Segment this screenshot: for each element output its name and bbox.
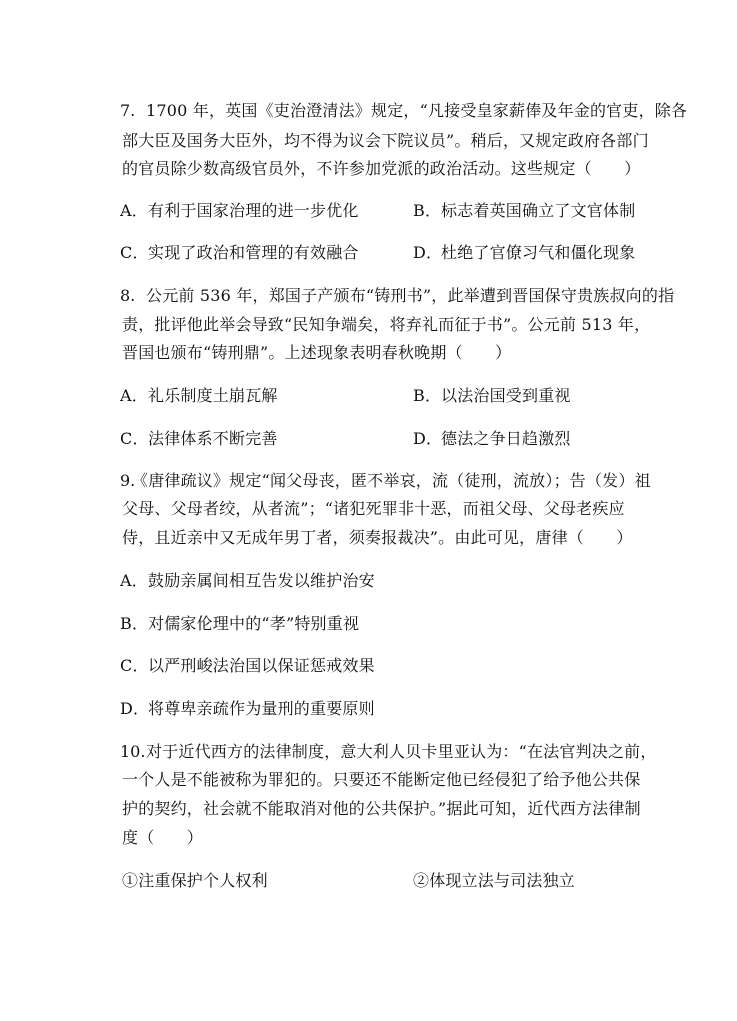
option-text: 礼乐制度土崩瓦解	[148, 386, 278, 405]
question-number: 8.	[120, 286, 136, 305]
question-text-line: 《唐律疏议》规定“闻父母丧，匿不举哀，流（徒刑，流放）；告（发）祖	[132, 471, 651, 490]
option-text: 标志着英国确立了文官体制	[441, 201, 636, 220]
option-a[interactable]	[120, 200, 359, 222]
question-text-line: 的官员除少数高级官员外，不许参加党派的政治活动。这些规定（ ）	[122, 159, 641, 178]
option-c[interactable]	[120, 655, 375, 677]
option-text: 以严刑峻法治国以保证惩戒效果	[148, 656, 375, 675]
option-text: 有利于国家治理的进一步优化	[148, 201, 359, 220]
option-a[interactable]	[120, 385, 278, 407]
option-letter: B．	[413, 386, 442, 405]
option-c[interactable]	[120, 242, 359, 264]
question-number: 9.	[120, 471, 136, 490]
question-text-line: 护的契约，社会就不能取消对他的公共保护。”据此可知，近代西方法律制	[122, 799, 641, 818]
option-letter: D．	[413, 429, 443, 448]
question-text-line: 晋国也颁布“铸刑鼎”。上述现象表明春秋晚期（ ）	[122, 343, 512, 362]
option-letter: A．	[120, 201, 148, 220]
statement-1: ①注重保护个人权利	[122, 871, 268, 890]
question-text-line: 对于近代西方的法律制度，意大利人贝卡里亚认为：“在法官判决之前，	[146, 742, 657, 761]
option-text: 对儒家伦理中的“孝”特别重视	[148, 614, 360, 633]
question-text-line: 父母、父母者绞，从者流”；“诸犯死罪非十恶，而祖父母、父母老疾应	[122, 499, 625, 518]
option-d[interactable]	[413, 428, 571, 450]
question-text-line: 责，批评他此举会导致“民知争端矣，将弃礼而征于书”。公元前 513 年，	[122, 315, 651, 334]
option-text: 鼓励亲属间相互告发以维护治安	[148, 571, 375, 590]
option-a[interactable]	[120, 570, 375, 592]
question-number: 7.	[120, 101, 136, 120]
option-d[interactable]	[120, 698, 375, 720]
option-text: 法律体系不断完善	[148, 429, 278, 448]
option-letter: D．	[120, 699, 150, 718]
option-b[interactable]	[120, 613, 359, 635]
option-c[interactable]	[120, 428, 278, 450]
option-letter: D．	[413, 243, 443, 262]
option-text: 杜绝了官僚习气和僵化现象	[441, 243, 636, 262]
question-text-line: 1700 年，英国《吏治澄清法》规定，“凡接受皇家薪俸及年金的官吏，除各	[146, 101, 688, 120]
option-d[interactable]	[413, 242, 635, 264]
option-letter: A．	[120, 571, 148, 590]
option-letter: C．	[120, 243, 149, 262]
question-text-line: 侍，且近亲中又无成年男丁者，须奏报裁决”。由此可见，唐律（ ）	[122, 528, 633, 547]
option-letter: A．	[120, 386, 148, 405]
option-b[interactable]	[413, 200, 635, 222]
option-letter: B．	[413, 201, 442, 220]
option-text: 以法治国受到重视	[441, 386, 571, 405]
option-text: 实现了政治和管理的有效融合	[148, 243, 359, 262]
option-b[interactable]	[413, 385, 571, 407]
question-number: 10.	[120, 742, 146, 761]
question-text-line: 部大臣及国务大臣外，均不得为议会下院议员”。稍后，又规定政府各部门	[122, 131, 649, 150]
option-letter: B．	[120, 614, 149, 633]
statement-2: ②体现立法与司法独立	[413, 871, 576, 890]
option-letter: C．	[120, 656, 149, 675]
option-letter: C．	[120, 429, 149, 448]
question-text-line: 公元前 536 年，郑国子产颁布“铸刑书”，此举遭到晋国保守贵族叔向的指	[146, 286, 675, 305]
option-text: 德法之争日趋激烈	[441, 429, 571, 448]
question-text-line: 一个人是不能被称为罪犯的。只要还不能断定他已经侵犯了给予他公共保	[122, 770, 641, 789]
question-text-line: 度（ ）	[122, 828, 204, 847]
option-text: 将尊卑亲疏作为量刑的重要原则	[148, 699, 375, 718]
